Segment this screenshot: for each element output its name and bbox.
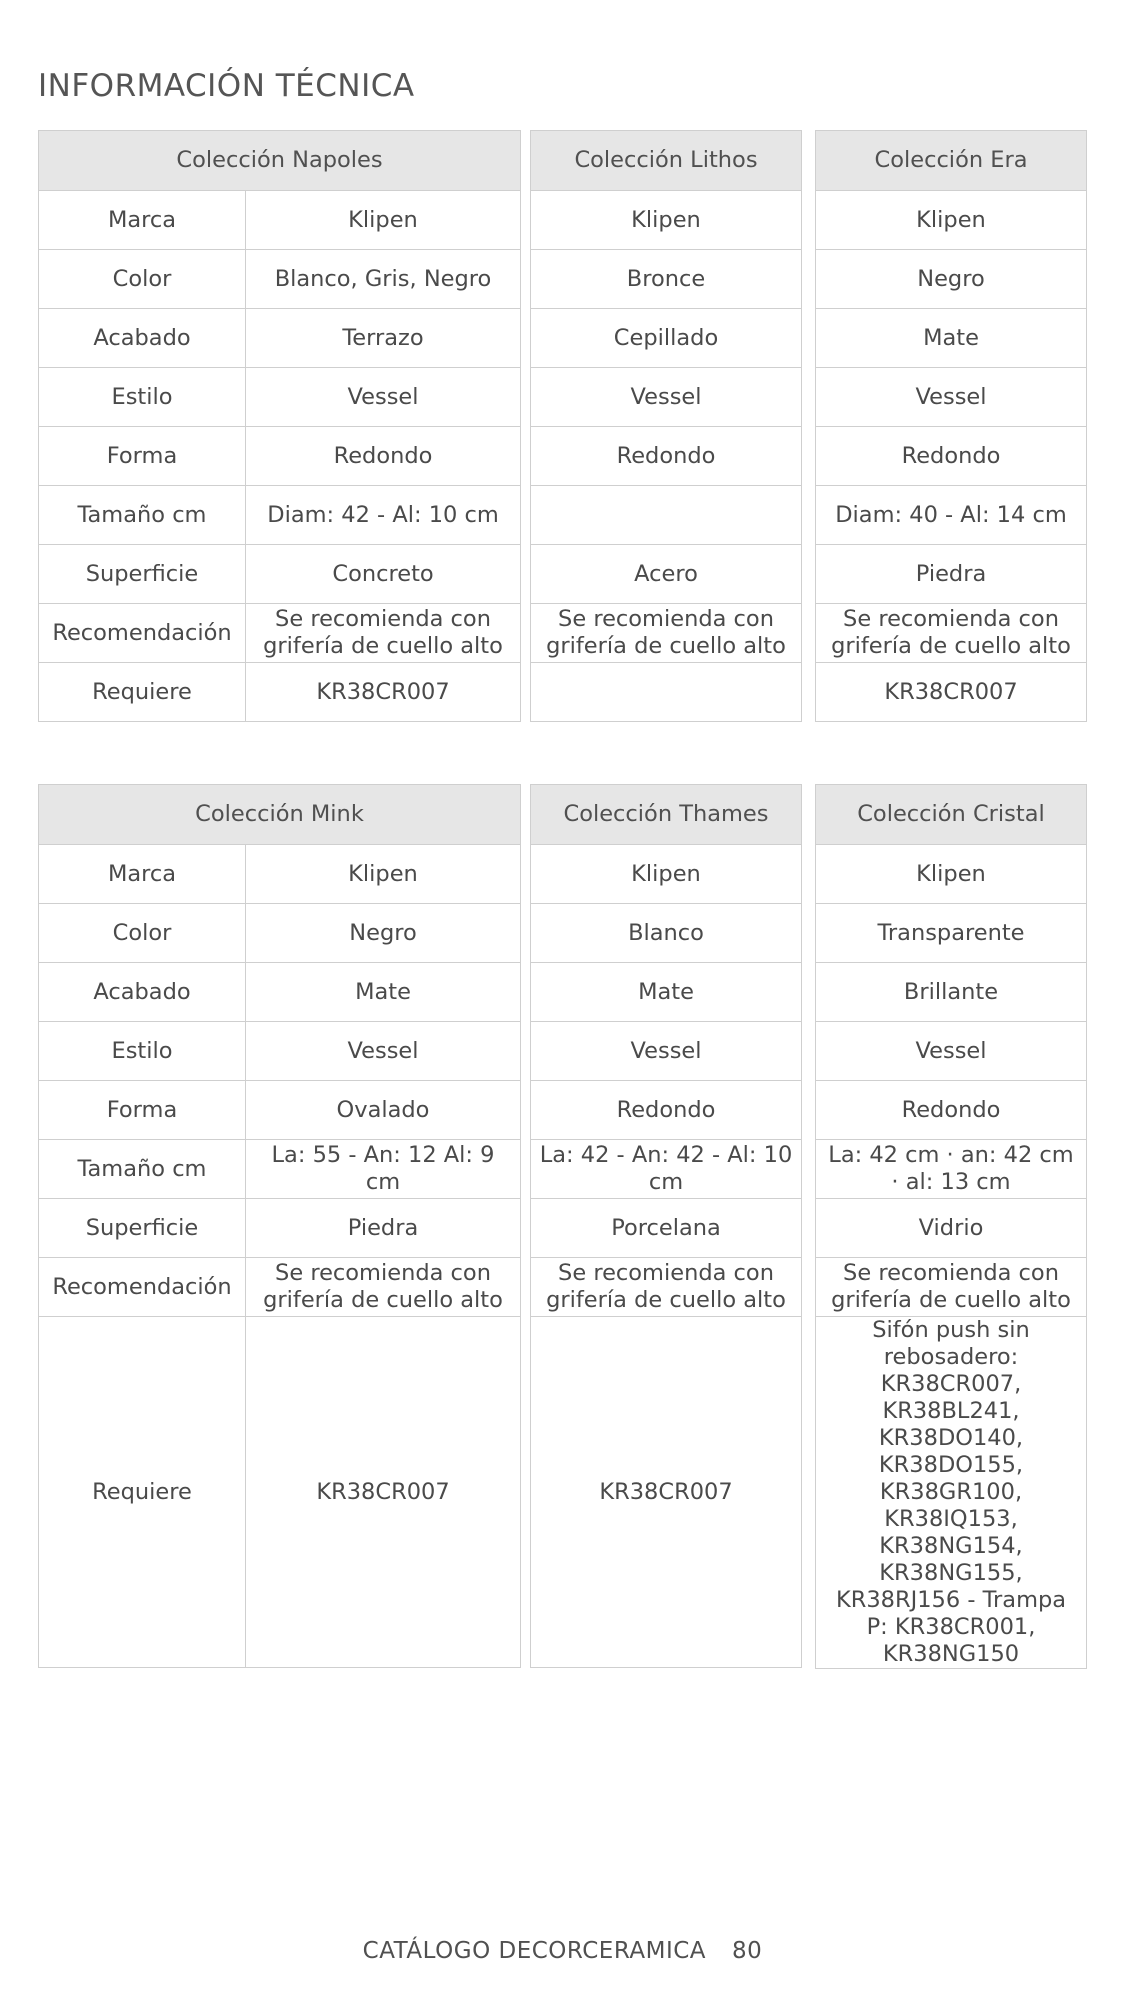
label-requiere: Requiere (39, 1317, 246, 1668)
label-estilo: Estilo (39, 1022, 246, 1081)
label-acabado: Acabado (39, 963, 246, 1022)
value-cell: Acero (531, 545, 802, 604)
value-cell (531, 486, 802, 545)
header-thames: Colección Thames (531, 785, 802, 845)
footer-catalog: CATÁLOGO DECORCERAMICA (362, 1938, 707, 1964)
value-cell: Klipen (531, 191, 802, 250)
value-cell: Mate (246, 963, 521, 1022)
value-cell: Concreto (246, 545, 521, 604)
value-cell: Blanco (531, 904, 802, 963)
value-cell: Diam: 42 - Al: 10 cm (246, 486, 521, 545)
value-cell: Redondo (531, 1081, 802, 1140)
value-cell: Redondo (246, 427, 521, 486)
header-mink: Colección Mink (39, 785, 521, 845)
header-lithos: Colección Lithos (531, 131, 802, 191)
value-cell: Redondo (531, 427, 802, 486)
value-cell: Se recomienda con grifería de cuello alto (246, 604, 521, 663)
table-thames (530, 784, 802, 1668)
value-cell: La: 55 - An: 12 Al: 9 cm (246, 1140, 521, 1199)
value-cell: Piedra (816, 545, 1087, 604)
table-era (815, 130, 1087, 722)
value-cell (531, 663, 802, 722)
value-cell: Mate (816, 309, 1087, 368)
value-cell: Negro (246, 904, 521, 963)
label-tamano: Tamaño cm (39, 1140, 246, 1199)
label-estilo: Estilo (39, 368, 246, 427)
value-cell: Klipen (816, 845, 1087, 904)
value-cell: Terrazo (246, 309, 521, 368)
value-cell: Se recomienda con grifería de cuello alto (531, 1258, 802, 1317)
value-cell: Redondo (816, 427, 1087, 486)
page-title: INFORMACIÓN TÉCNICA (38, 68, 415, 104)
value-cell: Vessel (816, 1022, 1087, 1081)
value-cell: Transparente (816, 904, 1087, 963)
value-cell: Bronce (531, 250, 802, 309)
value-cell: Sifón push sin rebosadero: KR38CR007, KR38BL241, KR38DO140, KR38DO155, KR38GR100, KR38IQ153, KR38NG154, KR38NG155, KR38RJ156 - Trampa P: KR38CR001, KR38NG150 (816, 1317, 1087, 1669)
label-color: Color (39, 250, 246, 309)
label-forma: Forma (39, 427, 246, 486)
page-number: 80 (732, 1938, 763, 1964)
value-cell: KR38CR007 (816, 663, 1087, 722)
value-cell: KR38CR007 (531, 1317, 802, 1668)
value-cell: Vessel (531, 368, 802, 427)
header-cristal: Colección Cristal (816, 785, 1087, 845)
value-cell: Klipen (531, 845, 802, 904)
table-lithos (530, 130, 802, 722)
header-era: Colección Era (816, 131, 1087, 191)
value-cell: Klipen (246, 191, 521, 250)
value-cell: Diam: 40 - Al: 14 cm (816, 486, 1087, 545)
value-cell: KR38CR007 (246, 663, 521, 722)
label-color: Color (39, 904, 246, 963)
label-marca: Marca (39, 845, 246, 904)
value-cell: Vessel (816, 368, 1087, 427)
page-footer (0, 1938, 1125, 1964)
label-requiere: Requiere (39, 663, 246, 722)
value-cell: Vessel (246, 368, 521, 427)
value-cell: Piedra (246, 1199, 521, 1258)
value-cell: Ovalado (246, 1081, 521, 1140)
label-superficie: Superficie (39, 1199, 246, 1258)
value-cell: Klipen (816, 191, 1087, 250)
value-cell: Cepillado (531, 309, 802, 368)
value-cell: Vidrio (816, 1199, 1087, 1258)
header-napoles: Colección Napoles (39, 131, 521, 191)
table-napoles (38, 130, 521, 722)
value-cell: Se recomienda con grifería de cuello alto (246, 1258, 521, 1317)
value-cell: Brillante (816, 963, 1087, 1022)
value-cell: Se recomienda con grifería de cuello alto (816, 1258, 1087, 1317)
value-cell: Se recomienda con grifería de cuello alto (816, 604, 1087, 663)
value-cell: Mate (531, 963, 802, 1022)
table-cristal (815, 784, 1087, 1669)
value-cell: KR38CR007 (246, 1317, 521, 1668)
value-cell: Se recomienda con grifería de cuello alto (531, 604, 802, 663)
value-cell: Vessel (246, 1022, 521, 1081)
value-cell: Porcelana (531, 1199, 802, 1258)
label-forma: Forma (39, 1081, 246, 1140)
value-cell: Klipen (246, 845, 521, 904)
value-cell: La: 42 - An: 42 - Al: 10 cm (531, 1140, 802, 1199)
table-mink (38, 784, 521, 1668)
label-marca: Marca (39, 191, 246, 250)
value-cell: La: 42 cm · an: 42 cm · al: 13 cm (816, 1140, 1087, 1199)
value-cell: Blanco, Gris, Negro (246, 250, 521, 309)
value-cell: Negro (816, 250, 1087, 309)
label-recomendacion: Recomendación (39, 1258, 246, 1317)
label-superficie: Superficie (39, 545, 246, 604)
value-cell: Vessel (531, 1022, 802, 1081)
label-tamano: Tamaño cm (39, 486, 246, 545)
label-acabado: Acabado (39, 309, 246, 368)
label-recomendacion: Recomendación (39, 604, 246, 663)
value-cell: Redondo (816, 1081, 1087, 1140)
